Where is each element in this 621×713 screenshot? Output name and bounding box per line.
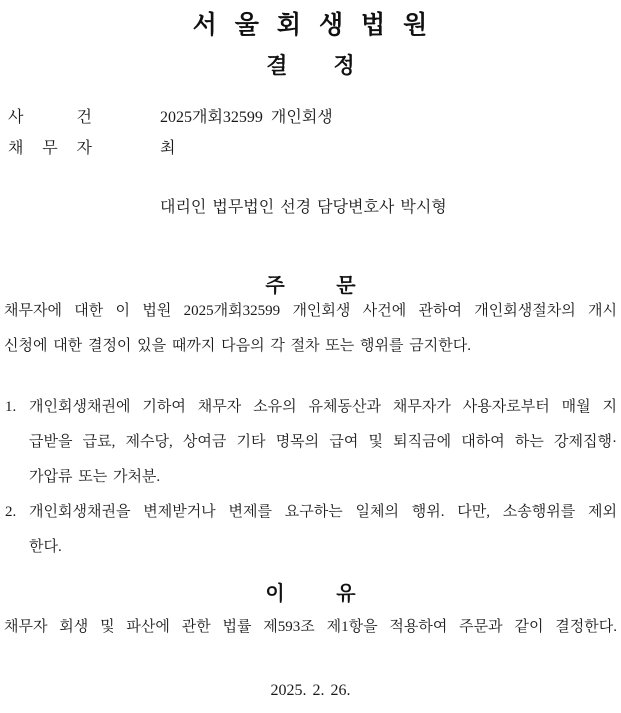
decision-date: 2025. 2. 26. [270, 682, 351, 699]
reason-paragraph [4, 610, 617, 645]
order-item-line: 가압류 또는 가처분. [29, 469, 161, 485]
reason-line: 채무자 회생 및 파산에 관한 법률 제593조 제1항을 적용하여 주문과 같이 결정한다. [4, 619, 617, 635]
case-number-value: 2025개회32599 개인회생 [160, 109, 333, 126]
item-2-number: 2. [5, 504, 17, 520]
order-item-1 [4, 390, 617, 495]
order-item-2 [4, 495, 617, 565]
debtor-name-value: 최 [160, 140, 176, 157]
item-1-number: 1. [5, 399, 17, 415]
debtor-label: 채 무 자 [8, 140, 92, 157]
order-items-list [4, 390, 617, 565]
case-number-row [8, 106, 333, 130]
attorney-line: 대리인 법무법인 선경 담당변호사 박시형 [160, 199, 447, 216]
order-section-heading: 주 문 [265, 275, 356, 297]
order-item-line: 한다. [29, 539, 62, 555]
order-item-line: 개인회생채권을 변제받거나 변제를 요구하는 일체의 행위. 다만, 소송행위를 제외 [29, 504, 617, 520]
case-label: 사 건 [8, 109, 92, 126]
order-intro-line-1: 채무자에 대한 이 법원 2025개회32599 개인회생 사건에 관하여 개인회생절차의 개시 [4, 303, 617, 319]
debtor-row [8, 137, 176, 161]
court-name: 서 울 회 생 법 원 [192, 11, 429, 39]
order-item-line: 급받을 급료, 제수당, 상여금 기타 명목의 급여 및 퇴직금에 대하여 하는 강제집행· [29, 434, 617, 450]
order-intro-paragraph [4, 294, 617, 364]
reason-section-heading: 이 유 [265, 583, 356, 605]
item-1-content [29, 390, 617, 495]
item-2-content [29, 495, 617, 565]
order-intro-line-2: 신청에 대한 결정이 있을 때까지 다음의 각 절차 또는 행위를 금지한다. [4, 338, 471, 354]
order-item-line: 개인회생채권에 기하여 채무자 소유의 유체동산과 채무자가 사용자로부터 매월 지 [29, 399, 617, 415]
document-title: 결 정 [266, 53, 355, 78]
